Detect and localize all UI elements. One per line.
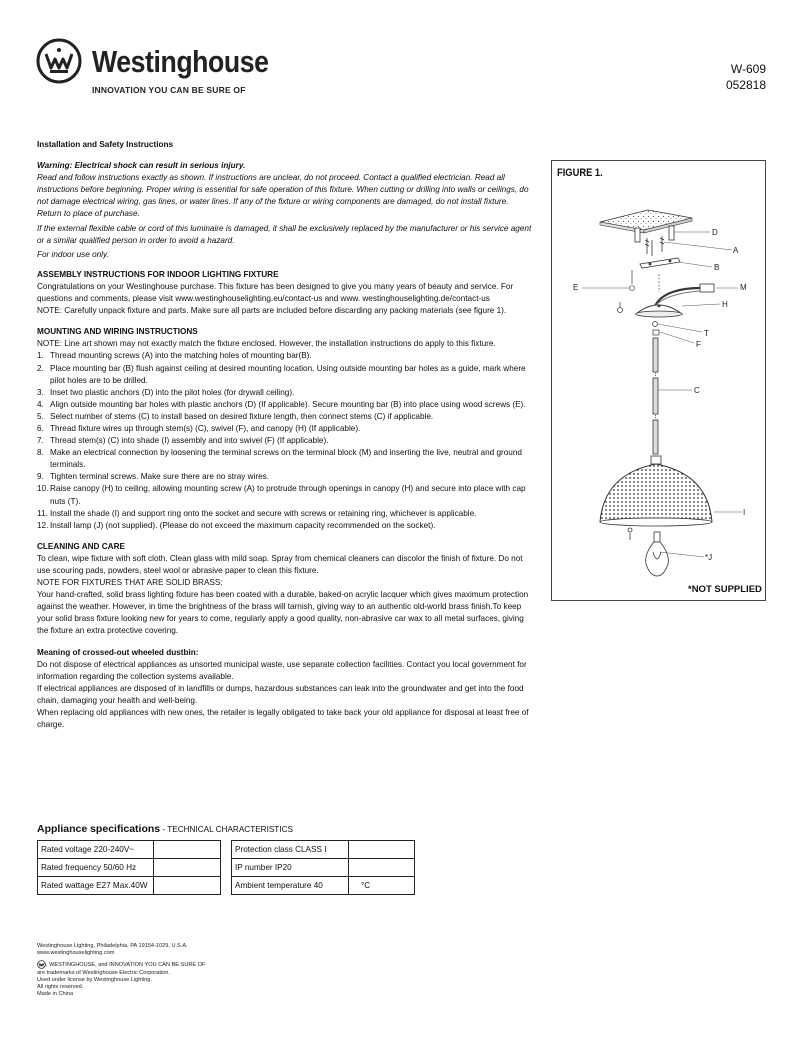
table-row: Protection class CLASS I [232, 841, 415, 859]
specs-title: Appliance specifications [37, 823, 161, 835]
dustbin-text-1: Do not dispose of electrical appliances as unsorted municipal waste, use separate collection facilities. Contact you local government for information regarding the collection systems available. [37, 659, 527, 681]
cleaning-title: CLEANING AND CARE [37, 541, 125, 551]
footer-trademark: , WESTINGHOUSE, and INNOVATION YOU CAN BE SURE OF [37, 960, 205, 969]
label-j: *J [705, 553, 713, 562]
document-code [726, 61, 766, 93]
step-item: 12. Install lamp (J) (not supplied). (Please do not exceed the maximum capacity recommended on the socket). [37, 520, 436, 530]
indoor-use-note: For indoor use only. [37, 249, 109, 259]
step-item: 11. Install the shade (I) and support ring onto the socket and secure with screws or retaining ring, whichever is applicable. [37, 508, 477, 518]
dustbin-title: Meaning of crossed-out wheeled dustbin: [37, 647, 199, 657]
step-item: 7. Thread stem(s) (C) into shade (I) assembly and into swivel (F) (If applicable). [37, 436, 329, 446]
footer-made: Made in China [37, 991, 74, 998]
assembly-text: Congratulations on your Westinghouse purchase. This fixture has been designed to give you many years of beauty and service. For questions and comments, please visit www.westinghouselighting.eu/contact-us and www. westinghouselighting.de/contact-us [37, 281, 514, 304]
shade [600, 456, 712, 526]
stems [653, 338, 658, 454]
label-c: C [694, 386, 700, 395]
label-h: H [722, 300, 728, 309]
dustbin-text-2: If electrical appliances are disposed of in landfills or dumps, hazardous substances can leak into the groundwater and get into the food chain, damaging your health and well-being. [37, 683, 524, 705]
instructions-column [37, 139, 533, 731]
date-code: 052818 [725, 78, 766, 92]
mounting-steps [37, 350, 533, 531]
brass-text: Your hand-crafted, solid brass lighting fixture has been coated with a durable, baked-on acrylic lacquer which gives maximum protection against the weather. However, in time the brightness of the brass will tarnish, giving way to an authentic old-world brass finish.To keep your solid brass fixture looking new for years to come, regularly apply a good quality, non-abrasive car wax to all metal surfaces, giving the fixture an extra protective covering. [37, 590, 529, 636]
fixture-diagram [552, 180, 765, 580]
label-m: M [740, 283, 747, 292]
brass-title: NOTE FOR FIXTURES THAT ARE SOLID BRASS: [37, 578, 223, 588]
label-i: I [743, 508, 746, 517]
figure-title: FIGURE 1. [557, 167, 603, 179]
label-f: F [696, 340, 701, 349]
label-a: A [733, 246, 739, 255]
label-d: D [712, 228, 718, 237]
label-b: B [714, 263, 720, 272]
ceiling-plate [600, 210, 692, 233]
specs-heading [37, 823, 293, 835]
lamp-bulb [628, 528, 668, 576]
cable-text: If the external flexible cable or cord of this luminaire is damaged, it shall be exclusively replaced by the manufacturer or his service agent or a similar qualified person in order to avoid a hazard. [37, 223, 532, 245]
label-e: E [573, 283, 579, 292]
brand-tagline: INNOVATION YOU CAN BE SURE OF [92, 85, 246, 95]
not-supplied-note: *NOT SUPPLIED [688, 584, 762, 595]
table-row: Rated voltage 220-240V~ [38, 841, 221, 859]
footer-address: Westinghouse Lighting, Philadelphia, PA 19154-1029, U.S.A. [37, 943, 188, 949]
table-row: Rated frequency 50/60 Hz [38, 859, 221, 877]
specs-table-right [231, 840, 415, 895]
step-item: 8. Make an electrical connection by loosening the terminal screws on the terminal block (M) and inserting the live, neutral and ground terminals. [37, 448, 522, 470]
footer-web: www.westinghouselighting.com [37, 950, 115, 957]
footer [37, 943, 205, 998]
step-item: 4. Align outside mounting bar holes with plastic anchors (D) (If applicable). Secure mounting bar (B) into place using wood screws (E). [37, 399, 526, 409]
assembly-note: NOTE: Carefully unpack fixture and parts. Make sure all parts are included before discarding any packing materials (see figure 1). [37, 306, 507, 316]
step-item: 9. Tighten terminal screws. Make sure there are no stray wires. [37, 472, 270, 482]
label-t: T [704, 329, 709, 338]
install-title: Installation and Safety Instructions [37, 140, 174, 149]
specs-subtitle: - TECHNICAL CHARACTERISTICS [160, 825, 293, 834]
table-row: IP number IP20 [232, 859, 415, 877]
step-item: 6. Thread fixture wires up through stem(s) (C), swivel (F), and canopy (H) (If applicable). [37, 423, 361, 433]
step-item: 5. Select number of stems (C) to install based on desired fixture length, then connect stems (C) if applicable. [37, 411, 434, 421]
dustbin-text-3: When replacing old appliances with new ones, the retailer is legally obligated to take back your old appliance for disposal at least free of charge. [37, 708, 529, 730]
westinghouse-logo-icon [36, 38, 82, 84]
step-item: 2. Place mounting bar (B) flush against ceiling at desired mounting location. Using outside mounting bar holes as a guide, mark where pilot holes are to be drilled. [37, 363, 526, 385]
table-row: Ambient temperature 40 °C [232, 877, 415, 895]
step-item: 3. Inset two plastic anchors (D) into the pilot holes (for drywall ceiling). [37, 387, 295, 397]
model-number: W-609 [730, 62, 766, 76]
step-item: 10. Raise canopy (H) to ceiling, allowing mounting screw (A) to protrude through openings in canopy (H) and secure into place with cap nuts (T). [37, 484, 526, 506]
footer-trademark-2: are trademarks of Westinghouse Electric Corporation. [37, 969, 170, 976]
step-item: 1. Thread mounting screws (A) into the matching holes of mounting bar(B). [37, 351, 312, 361]
cleaning-text: To clean, wipe fixture with soft cloth. Clean glass with mild soap. Spray from chemical cleaners can discolor the finish of fixture. Do not use scouring pads, powders, steel wool or abrasive paper to clean this fixture. [37, 553, 523, 575]
mounting-note: NOTE: Line art shown may not exactly match the fixture enclosed. However, the installation instructions do apply to this fixture. [37, 339, 496, 349]
mounting-title: MOUNTING AND WIRING INSTRUCTIONS [37, 327, 198, 337]
footer-license: Used under license by Westinghouse Lighting. [37, 976, 152, 983]
warning-heading: Warning: Electrical shock can result in serious injury. [37, 161, 246, 171]
footer-rights: All rights reserved. [37, 984, 84, 990]
assembly-title: ASSEMBLY INSTRUCTIONS FOR INDOOR LIGHTING FIXTURE [37, 269, 279, 279]
mounting-bar [630, 258, 681, 292]
specs-table-left [37, 840, 221, 895]
terminal-block [655, 284, 714, 306]
brand-name: Westinghouse [92, 44, 269, 79]
small-logo-icon [37, 960, 46, 969]
warning-text: Read and follow instructions exactly as shown. If instructions are unclear, do not proceed. Contact a qualified electrician. Read all instructions before beginning. Proper wiring is essential for safe operation of this fixture. When cutting or drilling into walls or ceilings, do not damage electrical wiring, gas lines, or water lines. If any of the fixture or wiring components are damaged, do not install fixture. Return to place of purchase. [37, 173, 529, 219]
canopy [636, 305, 682, 317]
table-row: Rated wattage E27 Max.40W [38, 877, 221, 895]
